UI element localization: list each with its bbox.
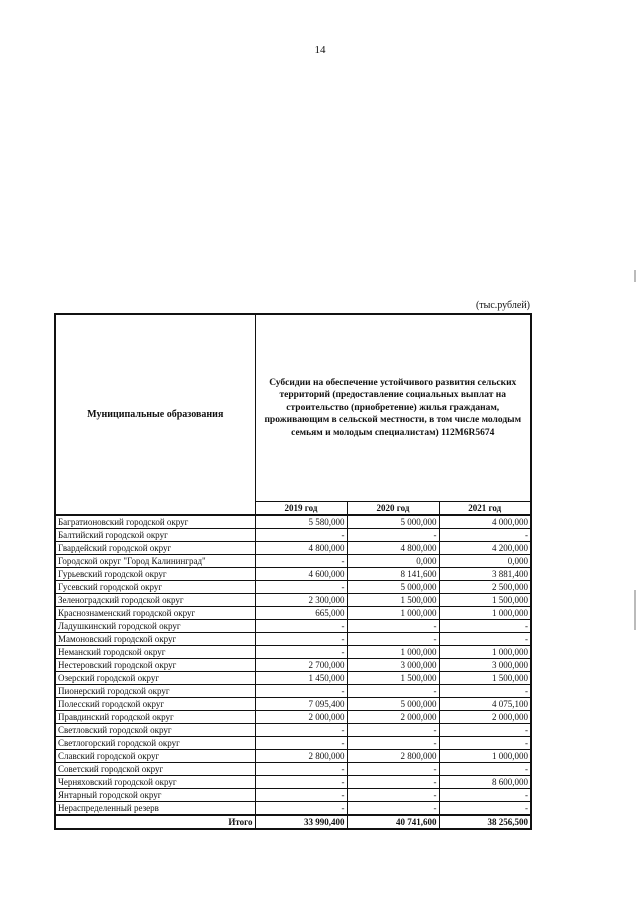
value-2019: - — [255, 737, 347, 750]
value-2021: - — [439, 529, 531, 542]
scan-edge-mark — [634, 590, 636, 630]
total-label: Итого — [55, 815, 255, 829]
value-2021: - — [439, 763, 531, 776]
value-2021: 4 000,000 — [439, 515, 531, 529]
value-2020: - — [347, 789, 439, 802]
value-2021: 4 075,100 — [439, 698, 531, 711]
value-2021: - — [439, 737, 531, 750]
value-2019: 5 580,000 — [255, 515, 347, 529]
municipality-name: Городской округ "Город Калининград" — [55, 555, 255, 568]
value-2020: 4 800,000 — [347, 542, 439, 555]
value-2019: 4 800,000 — [255, 542, 347, 555]
value-2021: 1 000,000 — [439, 750, 531, 763]
municipality-name: Багратионовский городской округ — [55, 515, 255, 529]
value-2019: 2 800,000 — [255, 750, 347, 763]
value-2019: - — [255, 581, 347, 594]
table-row — [55, 789, 531, 802]
value-2021: 1 000,000 — [439, 646, 531, 659]
value-2020: - — [347, 763, 439, 776]
table-row — [55, 776, 531, 789]
year-header-2019: 2019 год — [255, 502, 347, 516]
value-2020: 8 141,600 — [347, 568, 439, 581]
table-row — [55, 581, 531, 594]
value-2019: - — [255, 802, 347, 816]
value-2021: - — [439, 724, 531, 737]
value-2021: 4 200,000 — [439, 542, 531, 555]
value-2019: - — [255, 529, 347, 542]
value-2021: 1 500,000 — [439, 672, 531, 685]
value-2021: 3 881,400 — [439, 568, 531, 581]
year-header-2021: 2021 год — [439, 502, 531, 516]
table-header-row — [55, 314, 531, 502]
value-2019: - — [255, 555, 347, 568]
value-2020: 1 500,000 — [347, 594, 439, 607]
value-2020: - — [347, 633, 439, 646]
total-row — [55, 815, 531, 829]
municipality-name: Светловский городской округ — [55, 724, 255, 737]
table-row — [55, 750, 531, 763]
municipality-name: Пионерский городской округ — [55, 685, 255, 698]
table-row — [55, 515, 531, 529]
municipality-name: Полесский городской округ — [55, 698, 255, 711]
value-2020: - — [347, 685, 439, 698]
municipality-name: Гусевский городской округ — [55, 581, 255, 594]
value-2019: - — [255, 776, 347, 789]
table-row — [55, 802, 531, 816]
value-2020: 5 000,000 — [347, 698, 439, 711]
subsidy-table — [54, 313, 532, 830]
municipality-name: Краснознаменский городской округ — [55, 607, 255, 620]
value-2021: 1 000,000 — [439, 607, 531, 620]
value-2020: 2 800,000 — [347, 750, 439, 763]
municipalities-header: Муниципальные образования — [55, 314, 255, 515]
table-row — [55, 620, 531, 633]
table-row — [55, 633, 531, 646]
municipality-name: Ладушкинский городской округ — [55, 620, 255, 633]
table-row — [55, 672, 531, 685]
value-2019: 665,000 — [255, 607, 347, 620]
value-2021: - — [439, 802, 531, 816]
table-row — [55, 737, 531, 750]
value-2020: - — [347, 776, 439, 789]
value-2021: 3 000,000 — [439, 659, 531, 672]
municipality-name: Черняховский городской округ — [55, 776, 255, 789]
table-row — [55, 529, 531, 542]
value-2019: - — [255, 620, 347, 633]
total-2019: 33 990,400 — [255, 815, 347, 829]
value-2019: - — [255, 646, 347, 659]
municipality-name: Гурьевский городской округ — [55, 568, 255, 581]
value-2020: - — [347, 529, 439, 542]
value-2020: 1 000,000 — [347, 607, 439, 620]
municipality-name: Нестеровский городской округ — [55, 659, 255, 672]
value-2019: 2 300,000 — [255, 594, 347, 607]
table-row — [55, 607, 531, 620]
municipality-name: Нераспределенный резерв — [55, 802, 255, 816]
municipality-name: Гвардейский городской округ — [55, 542, 255, 555]
value-2019: - — [255, 633, 347, 646]
table-row — [55, 542, 531, 555]
value-2019: - — [255, 789, 347, 802]
table-row — [55, 594, 531, 607]
municipality-name: Светлогорский городской округ — [55, 737, 255, 750]
value-2019: 1 450,000 — [255, 672, 347, 685]
table-row — [55, 646, 531, 659]
municipality-name: Правдинский городской округ — [55, 711, 255, 724]
value-2019: 7 095,400 — [255, 698, 347, 711]
value-2021: 1 500,000 — [439, 594, 531, 607]
municipality-name: Славский городской округ — [55, 750, 255, 763]
value-2021: 8 600,000 — [439, 776, 531, 789]
municipality-name: Янтарный городской округ — [55, 789, 255, 802]
table-row — [55, 568, 531, 581]
value-2020: - — [347, 802, 439, 816]
table-row — [55, 763, 531, 776]
table-row — [55, 724, 531, 737]
value-2020: 1 500,000 — [347, 672, 439, 685]
value-2019: 4 600,000 — [255, 568, 347, 581]
year-header-2020: 2020 год — [347, 502, 439, 516]
municipality-name: Советский городской округ — [55, 763, 255, 776]
value-2021: - — [439, 685, 531, 698]
municipality-name: Неманский городской округ — [55, 646, 255, 659]
municipality-name: Зеленоградский городской округ — [55, 594, 255, 607]
municipality-name: Мамоновский городской округ — [55, 633, 255, 646]
total-2021: 38 256,500 — [439, 815, 531, 829]
value-2019: 2 000,000 — [255, 711, 347, 724]
value-2020: - — [347, 737, 439, 750]
value-2020: 3 000,000 — [347, 659, 439, 672]
table-row — [55, 659, 531, 672]
table-row — [55, 685, 531, 698]
value-2020: 0,000 — [347, 555, 439, 568]
value-2019: - — [255, 763, 347, 776]
value-2021: - — [439, 789, 531, 802]
units-label: (тыс.рублей) — [475, 300, 530, 311]
subsidy-header: Субсидии на обеспечение устойчивого развития сельских территорий (предоставление социальных выплат на строительство (приобретение) жилья гражданам, проживающим в сельской местности, в том числе молодым семьям и молодым специалистам) 112M6R5674 — [255, 314, 531, 502]
value-2021: - — [439, 620, 531, 633]
value-2020: 2 000,000 — [347, 711, 439, 724]
value-2021: - — [439, 633, 531, 646]
table-row — [55, 698, 531, 711]
value-2019: - — [255, 724, 347, 737]
table-row — [55, 555, 531, 568]
value-2020: - — [347, 724, 439, 737]
value-2020: 1 000,000 — [347, 646, 439, 659]
value-2019: - — [255, 685, 347, 698]
value-2021: 2 500,000 — [439, 581, 531, 594]
value-2020: - — [347, 620, 439, 633]
value-2020: 5 000,000 — [347, 515, 439, 529]
municipality-name: Балтийский городской округ — [55, 529, 255, 542]
value-2019: 2 700,000 — [255, 659, 347, 672]
municipality-name: Озерский городской округ — [55, 672, 255, 685]
value-2020: 5 000,000 — [347, 581, 439, 594]
value-2021: 2 000,000 — [439, 711, 531, 724]
table-row — [55, 711, 531, 724]
value-2021: 0,000 — [439, 555, 531, 568]
page-number: 14 — [314, 44, 326, 56]
scan-edge-mark — [634, 270, 636, 282]
total-2020: 40 741,600 — [347, 815, 439, 829]
